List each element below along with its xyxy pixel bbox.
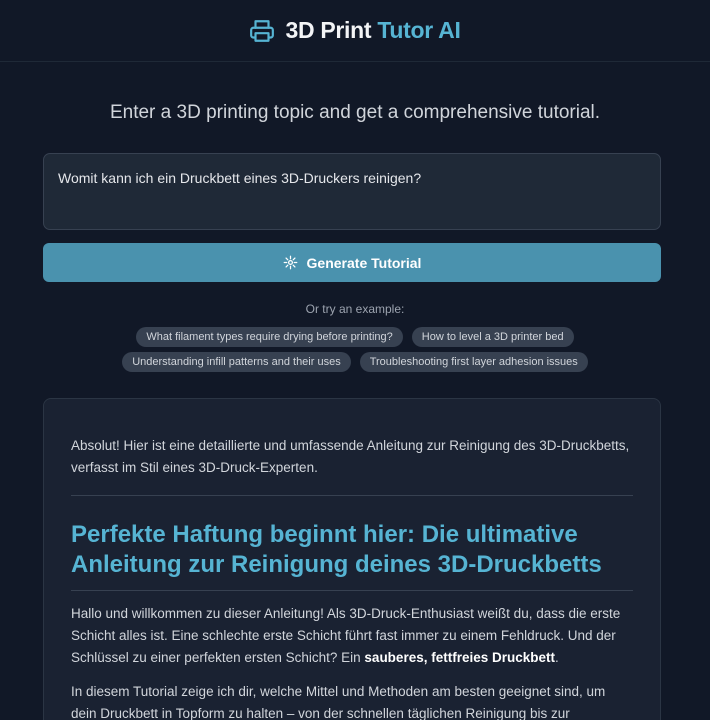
app-title-accent: Tutor AI	[377, 17, 461, 43]
example-chip-bed-leveling[interactable]: How to level a 3D printer bed	[412, 327, 574, 347]
examples-label: Or try an example:	[305, 302, 405, 316]
example-chip-filament-drying[interactable]: What filament types require drying before printing?	[136, 327, 402, 347]
sparkle-icon	[283, 255, 298, 270]
app-title	[285, 17, 460, 44]
example-chip-infill-patterns[interactable]: Understanding infill patterns and their uses	[122, 352, 351, 372]
example-chips-row-2	[0, 352, 710, 372]
app-header	[0, 0, 710, 62]
topic-input[interactable]: Womit kann ich ein Druckbett eines 3D-Druckers reinigen?	[43, 153, 661, 230]
page-subtitle: Enter a 3D printing topic and get a comprehensive tutorial.	[109, 102, 601, 123]
app-title-main: 3D Print	[285, 17, 378, 43]
printer-icon	[249, 18, 275, 44]
generate-tutorial-label: Generate Tutorial	[306, 254, 422, 271]
example-chips-row-1	[0, 327, 710, 347]
article-paragraph-2: In diesem Tutorial zeige ich dir, welche Mittel und Methoden am besten geeignet sind, um dein Druckbett in Topform zu halten – von der schnellen täglichen Reinigung bis zur	[71, 684, 606, 720]
tutorial-output	[43, 398, 661, 720]
paragraph-1-text: Hallo und willkommen zu dieser Anleitung! Als 3D-Druck-Enthusiast weißt du, dass die erste Schicht alles ist. Eine schlechte erste Schicht führt fast immer zu einem Fehldruck. Und der Schlüssel zu einer perfekten ersten Schicht? Ein	[71, 606, 621, 665]
generate-tutorial-button[interactable]	[43, 243, 661, 282]
paragraph-1-bold: sauberes, fettfreies Druckbett	[364, 650, 555, 665]
article-intro: Absolut! Hier ist eine detaillierte und umfassende Anleitung zur Reinigung des 3D-Druckbetts, verfasst im Stil eines 3D-Druck-Experten.	[71, 438, 630, 475]
article-title: Perfekte Haftung beginnt hier: Die ultimative Anleitung zur Reinigung deines 3D-Druckbetts	[71, 520, 633, 591]
divider	[71, 495, 633, 496]
article-paragraph-1	[71, 603, 633, 669]
example-chip-first-layer-adhesion[interactable]: Troubleshooting first layer adhesion issues	[360, 352, 588, 372]
paragraph-1-end: .	[555, 650, 559, 665]
